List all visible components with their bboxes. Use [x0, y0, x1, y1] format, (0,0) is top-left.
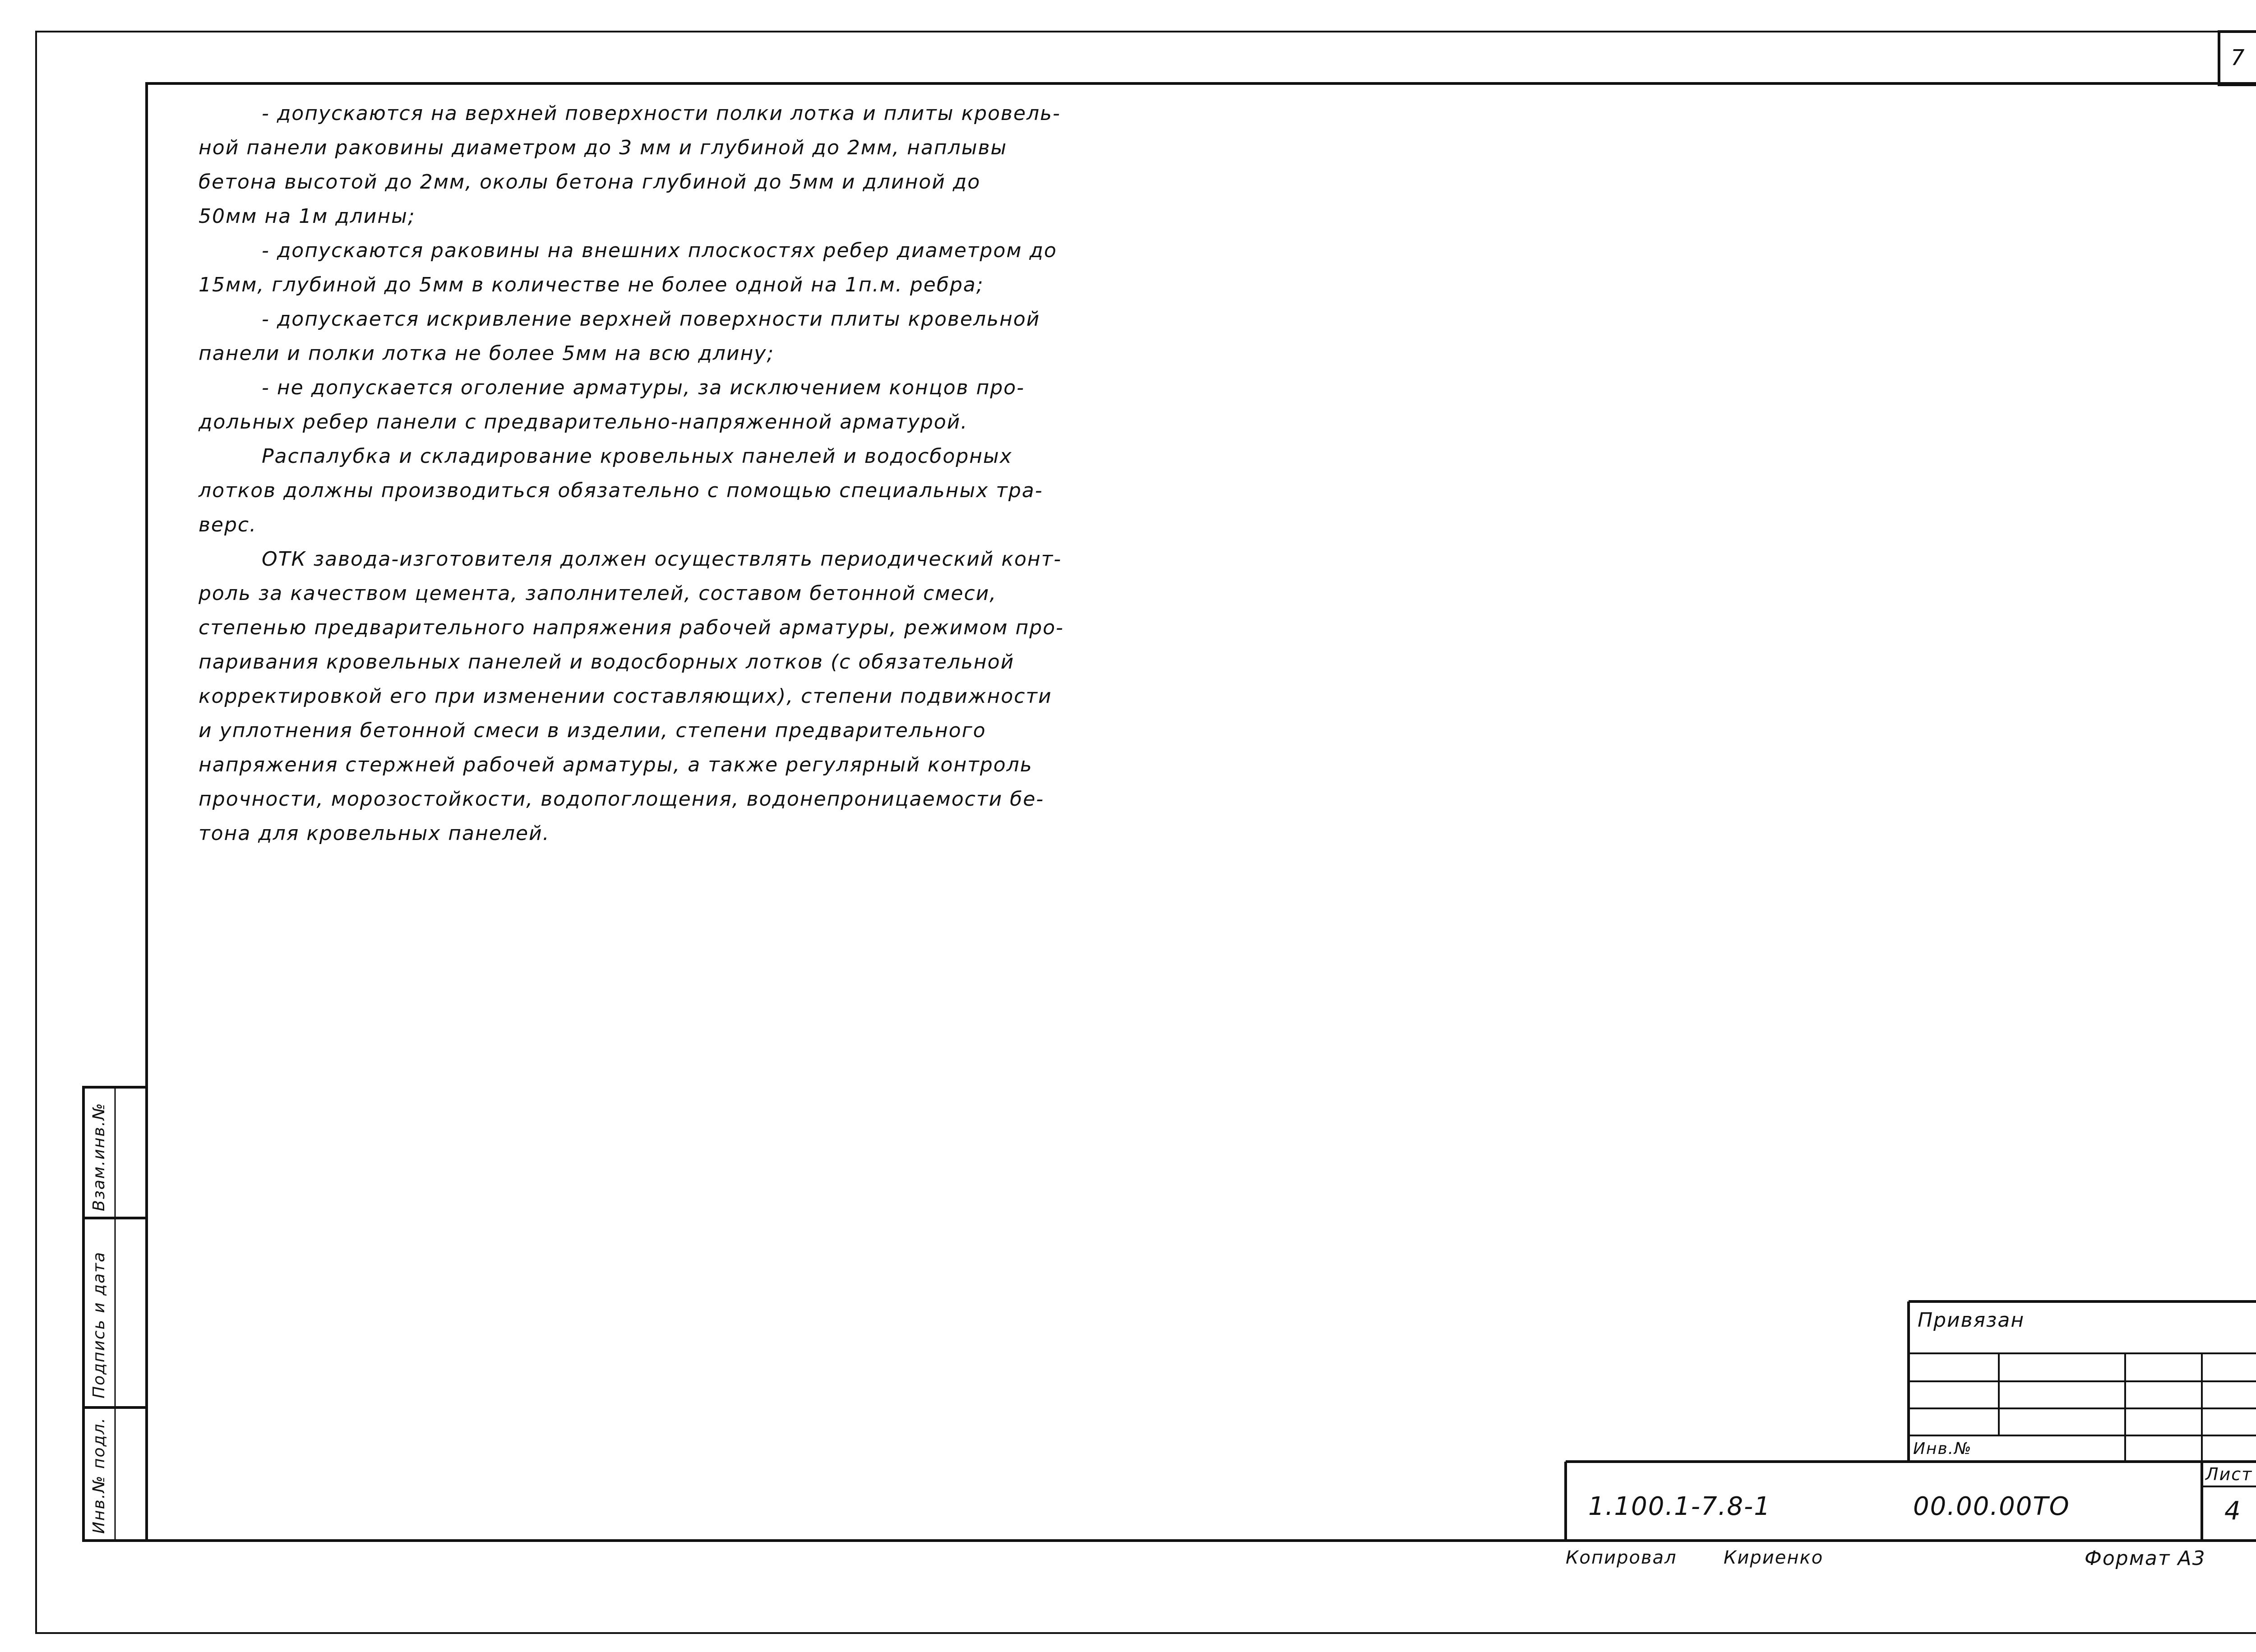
text-line: Распалубка и складирование кровельных панелей и водосборных [262, 445, 1012, 468]
text-line: бетона высотой до 2мм, околы бетона глубиной до 5мм и длиной до [199, 171, 981, 194]
text-line: панели и полки лотка не более 5мм на всю длину; [199, 342, 775, 365]
sheet-number: 7 [2231, 45, 2246, 70]
text-line: 15мм, глубиной до 5мм в количестве не более одной на 1п.м. ребра; [199, 273, 984, 296]
copied-by: Кириенко [1724, 1547, 1824, 1568]
document-code: 1.100.1-7.8-1 [1588, 1492, 1771, 1521]
text-line: - допускается искривление верхней поверхности плиты кровельной [262, 308, 1040, 331]
text-line: степенью предварительного напряжения рабочей арматуры, режимом про- [199, 616, 1064, 639]
text-line: 50мм на 1м длины; [199, 205, 416, 228]
text-line: - допускаются раковины на внешних плоскостях ребер диаметром до [262, 239, 1057, 262]
attached-label: Привязан [1918, 1309, 2025, 1332]
sheet-value: 4 [2224, 1496, 2242, 1526]
text-line: прочности, морозостойкости, водопоглощения, водонепроницаемости бе- [199, 788, 1045, 811]
signature-date-label: Подпись и дата [90, 1251, 108, 1398]
inventory-label: Инв.№ [1913, 1440, 1972, 1458]
text-line: верс. [199, 513, 257, 536]
replacement-inventory-label: Взам.инв.№ [90, 1102, 108, 1211]
copied-label: Копировал [1566, 1547, 1677, 1568]
text-line: ОТК завода-изготовителя должен осуществлять периодический конт- [262, 548, 1062, 571]
text-line: и уплотнения бетонной смеси в изделии, степени предварительного [199, 719, 986, 742]
text-line: ной панели раковины диаметром до 3 мм и глубиной до 2мм, наплывы [199, 136, 1008, 159]
text-line: паривания кровельных панелей и водосборных лотков (с обязательной [199, 651, 1015, 674]
inventory-original-label: Инв.№ подл. [90, 1417, 108, 1534]
sheet-label: Лист [2205, 1464, 2253, 1484]
text-line: тона для кровельных панелей. [199, 822, 550, 845]
text-line: - не допускается оголение арматуры, за исключением концов про- [262, 376, 1025, 399]
text-line: - допускаются на верхней поверхности полки лотка и плиты кровель- [262, 102, 1061, 125]
document-number: 00.00.00ТО [1913, 1492, 2070, 1521]
text-line: дольных ребер панели с предварительно-напряженной арматурой. [199, 411, 968, 434]
text-line: напряжения стержней рабочей арматуры, а также регулярный контроль [199, 753, 1033, 776]
text-line: корректировкой его при изменении составляющих), степени подвижности [199, 685, 1052, 708]
format-label: Формат А3 [2085, 1547, 2206, 1570]
text-line: лотков должны производиться обязательно с помощью специальных тра- [199, 479, 1043, 502]
text-line: роль за качеством цемента, заполнителей, составом бетонной смеси, [199, 582, 997, 605]
